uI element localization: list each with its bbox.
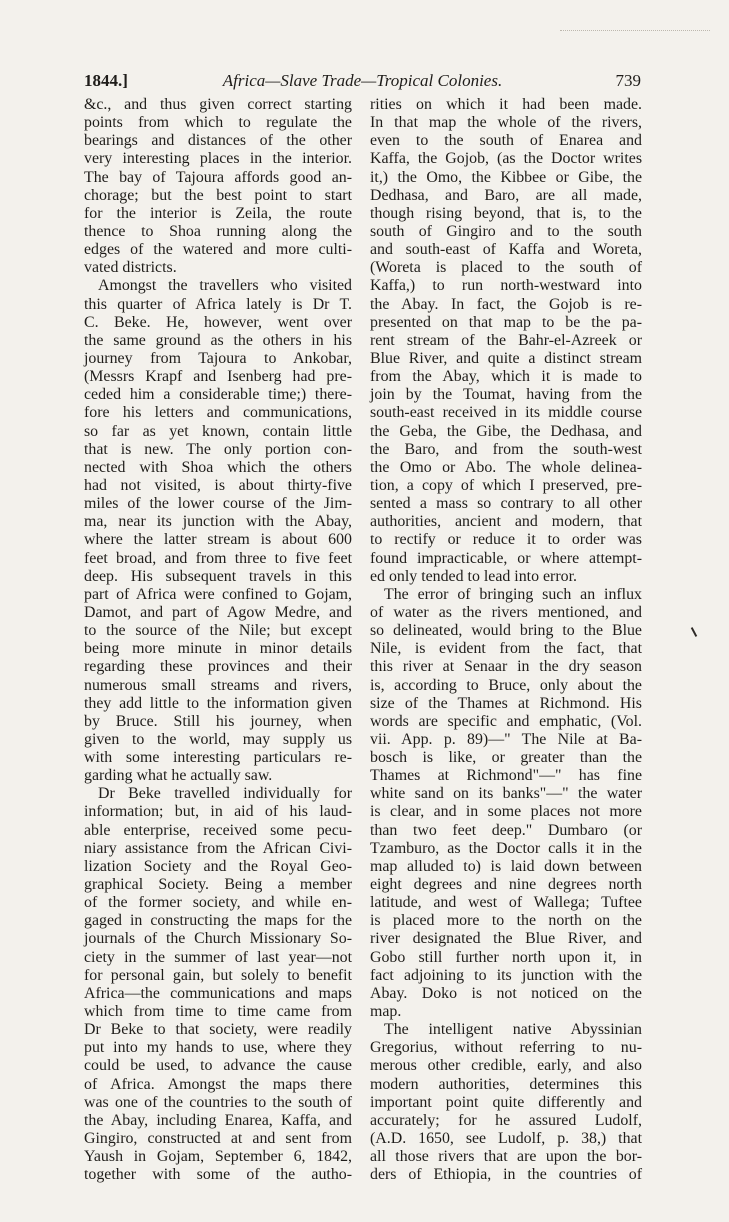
text-line: together with some of the autho- — [84, 1166, 352, 1184]
text-line: part of Africa were confined to Gojam, — [84, 585, 352, 603]
text-line: edges of the watered and more culti- — [84, 241, 352, 259]
text-line: deep. His subsequent travels in this — [84, 567, 352, 585]
header-year: 1844.] — [84, 71, 128, 90]
text-line: given to the world, may supply us — [84, 730, 352, 748]
right-column — [370, 96, 642, 1184]
text-line: put into my hands to use, where they — [84, 1039, 352, 1057]
text-line: Tzamburo, as the Doctor calls it in the — [370, 839, 642, 857]
text-line: graphical Society. Being a member — [84, 876, 352, 894]
text-line: fore his letters and communications, — [84, 404, 352, 422]
text-line: is, according to Bruce, only about the — [370, 676, 642, 694]
text-line: the Abay. In fact, the Gojob is re- — [370, 295, 642, 313]
text-line: Kaffa, the Gojob, (as the Doctor writes — [370, 150, 642, 168]
text-line: this river at Senaar in the dry season — [370, 658, 642, 676]
text-line: &c., and thus given correct starting — [84, 96, 352, 113]
text-line: bosch is like, or greater than the — [370, 749, 642, 767]
text-line: was one of the countries to the south of — [84, 1093, 352, 1111]
text-line: by Bruce. Still his journey, when — [84, 712, 352, 730]
text-line: ciety in the summer of last year—not — [84, 948, 352, 966]
text-line: Dr Beke travelled individually for — [98, 785, 352, 803]
text-line: Dr Beke to that society, were readily — [84, 1021, 352, 1039]
text-line: this quarter of Africa lately is Dr T. — [84, 295, 352, 313]
text-line: so delineated, would bring to the Blue — [370, 622, 642, 640]
text-line: merous other credible, early, and also — [370, 1057, 642, 1075]
text-line: The intelligent native Abyssinian — [384, 1021, 642, 1039]
text-line: Gingiro, constructed at and sent from — [84, 1130, 352, 1148]
header-title: Africa—Slave Trade—Tropical Colonies. — [222, 71, 503, 90]
text-line: eight degrees and nine degrees north — [370, 876, 642, 894]
text-line: to the source of the Nile; but except — [84, 622, 352, 640]
text-line: which from time to time came from — [84, 1003, 352, 1021]
text-line: niary assistance from the African Civi- — [84, 839, 352, 857]
text-line: with some interesting particulars re- — [84, 749, 352, 767]
text-line: the Baro, and from the south-west — [370, 440, 642, 458]
text-line: than two feet deep." Dumbaro (or — [370, 821, 642, 839]
text-line: (Messrs Krapf and Isenberg had pre- — [84, 368, 352, 386]
text-line: ceded him a considerable time;) there- — [84, 386, 352, 404]
text-line: could be used, to advance the cause — [84, 1057, 352, 1075]
text-line: The bay of Tajoura affords good an- — [84, 168, 352, 186]
text-line: of Africa. Amongst the maps there — [84, 1075, 352, 1093]
text-line: map. — [370, 1003, 402, 1021]
text-line: presented on that map to be the pa- — [370, 313, 642, 331]
text-line: is clear, and in some places not more — [370, 803, 642, 821]
text-line: of the former society, and while en- — [84, 894, 352, 912]
text-line: very interesting places in the interior. — [84, 150, 352, 168]
text-line: Damot, and part of Agow Medre, and — [84, 603, 352, 621]
left-column — [84, 96, 352, 1184]
text-line: being more minute in minor details — [84, 640, 352, 658]
text-line: south-east received in its middle course — [370, 404, 642, 422]
text-line: for personal gain, but solely to benefit — [84, 966, 352, 984]
text-line: Kaffa,) to run north-westward into — [370, 277, 642, 295]
text-line: bearings and distances of the other — [84, 132, 352, 150]
text-line: gaged in constructing the maps for the — [84, 912, 352, 930]
text-line: words are specific and emphatic, (Vol. — [370, 712, 642, 730]
text-line: (A.D. 1650, see Ludolf, p. 38,) that — [370, 1130, 642, 1148]
text-line: ma, near its junction with the Abay, — [84, 513, 352, 531]
text-line: In that map the whole of the rivers, — [370, 114, 642, 132]
text-line: is placed more to the north on the — [370, 912, 642, 930]
text-line: Nile, is evident from the fact, that — [370, 640, 642, 658]
text-line: had not visited, is about thirty-five — [84, 476, 352, 494]
text-line: tion, a copy of which I preserved, pre- — [370, 476, 642, 494]
text-line: authorities, ancient and modern, that — [370, 513, 642, 531]
text-line: so far as yet known, contain little — [84, 422, 352, 440]
text-line: the Geba, the Gibe, the Dedhasa, and — [370, 422, 642, 440]
text-line: the Omo or Abo. The whole delinea- — [370, 458, 642, 476]
text-line: that is new. The only portion con- — [84, 440, 352, 458]
text-line: and south-east of Kaffa and Woreta, — [370, 241, 642, 259]
text-line: of water as the rivers mentioned, and — [370, 603, 642, 621]
text-line: regarding these provinces and their — [84, 658, 352, 676]
text-line: chorage; but the best point to start — [84, 186, 352, 204]
text-line: for the interior is Zeila, the route — [84, 204, 352, 222]
text-line: all those rivers that are upon the bor- — [370, 1148, 642, 1166]
text-line: they add little to the information given — [84, 694, 352, 712]
text-line: Amongst the travellers who visited — [98, 277, 352, 295]
text-line: to rectify or reduce it to order was — [370, 531, 642, 549]
text-line: it,) the Omo, the Kibbee or Gibe, the — [370, 168, 642, 186]
text-line: rent stream of the Bahr-el-Azreek or — [370, 331, 642, 349]
text-line: even to the south of Enarea and — [370, 132, 642, 150]
text-line: garding what he actually saw. — [84, 767, 273, 785]
text-line: Abay. Doko is not noticed on the — [370, 984, 642, 1002]
text-line: journey from Tajoura to Ankobar, — [84, 349, 352, 367]
text-line: found impracticable, or where attempt- — [370, 549, 642, 567]
text-line: nected with Shoa which the others — [84, 458, 352, 476]
text-line: the Abay, including Enarea, Kaffa, and — [84, 1111, 352, 1129]
text-line: The error of bringing such an influx — [384, 585, 642, 603]
text-line: points from which to regulate the — [84, 114, 352, 132]
text-line: Thames at Richmond"—" has fine — [370, 767, 642, 785]
text-line: Yaush in Gojam, September 6, 1842, — [84, 1148, 352, 1166]
text-line: from the Abay, which it is made to — [370, 368, 642, 386]
text-line: numerous small streams and rivers, — [84, 676, 352, 694]
text-line: sented a mass so contrary to all other — [370, 495, 642, 513]
text-line: feet broad, and from three to five feet — [84, 549, 352, 567]
text-line: miles of the lower course of the Jim- — [84, 495, 352, 513]
text-line: information; but, in aid of his laud- — [84, 803, 352, 821]
text-line: Blue River, and quite a distinct stream — [370, 349, 642, 367]
text-line: able enterprise, received some pecu- — [84, 821, 352, 839]
text-line: river designated the Blue River, and — [370, 930, 642, 948]
text-line: the same ground as the others in his — [84, 331, 352, 349]
text-line: vii. App. p. 89)—" The Nile at Ba- — [370, 730, 642, 748]
text-line: map alluded to) is laid down between — [370, 857, 642, 875]
text-line: where the latter stream is about 600 — [84, 531, 352, 549]
text-line: latitude, and west of Wallega; Tuftee — [370, 894, 642, 912]
text-line: vated districts. — [84, 259, 177, 277]
text-line: modern authorities, determines this — [370, 1075, 642, 1093]
text-line: join by the Toumat, having from the — [370, 386, 642, 404]
text-line: ed only tended to lead into error. — [370, 567, 577, 585]
text-line: important point quite differently and — [370, 1093, 642, 1111]
text-line: south of Gingiro and to the south — [370, 222, 642, 240]
text-line: lization Society and the Royal Geo- — [84, 857, 352, 875]
text-line: fact adjoining to its junction with the — [370, 966, 642, 984]
text-line: size of the Thames at Richmond. His — [370, 694, 642, 712]
scan-artifact — [560, 30, 710, 32]
text-line: (Woreta is placed to the south of — [370, 259, 642, 277]
text-line: Gobo still further north upon it, in — [370, 948, 642, 966]
text-line: accurately; for he assured Ludolf, — [370, 1111, 642, 1129]
text-line: rities on which it had been made. — [370, 96, 642, 113]
page-number: 739 — [615, 71, 641, 90]
text-line: thence to Shoa running along the — [84, 222, 352, 240]
text-line: Dedhasa, and Baro, are all made, — [370, 186, 642, 204]
text-line: Gregorius, without referring to nu- — [370, 1039, 642, 1057]
text-line: C. Beke. He, however, went over — [84, 313, 352, 331]
margin-mark — [691, 627, 697, 637]
running-header — [84, 70, 641, 94]
text-line: white sand on its banks"—" the water — [370, 785, 642, 803]
text-line: Africa—the communications and maps — [84, 984, 352, 1002]
text-line: though rising beyond, that is, to the — [370, 204, 642, 222]
text-line: journals of the Church Missionary So- — [84, 930, 352, 948]
text-line: ders of Ethiopia, in the countries of — [370, 1166, 642, 1184]
